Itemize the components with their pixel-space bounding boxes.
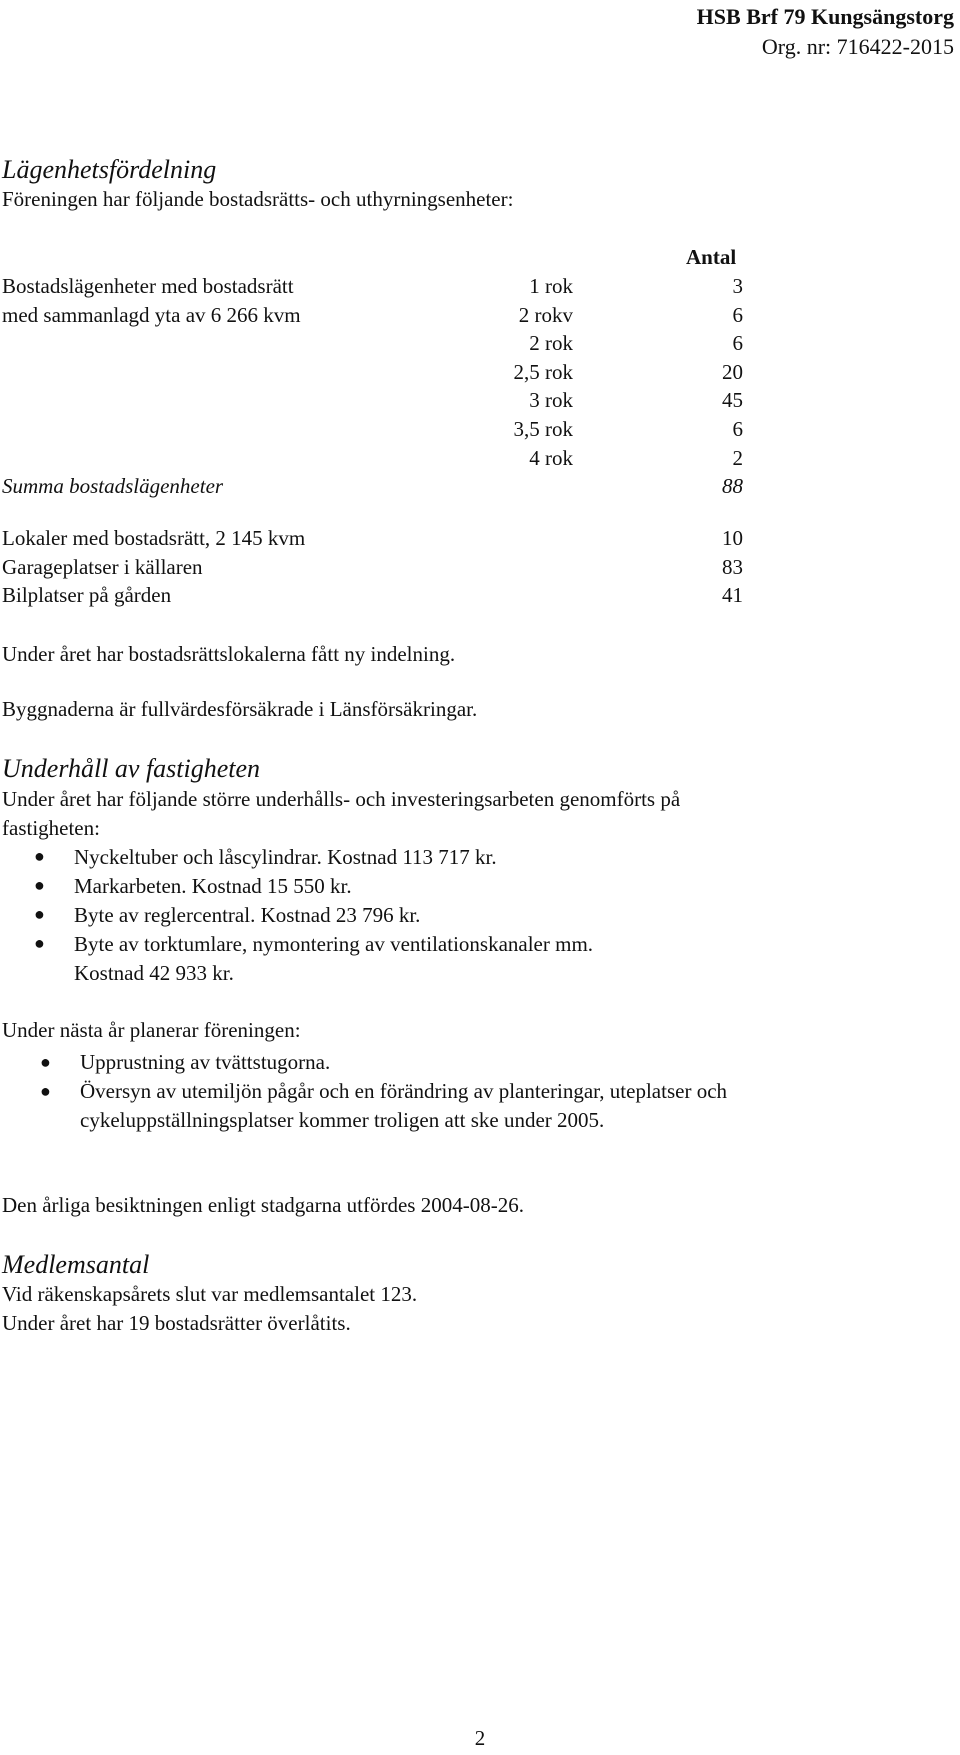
note-insurance: Byggnaderna är fullvärdesförsäkrade i Länsförsäkringar. [2,697,478,721]
apartments-label-line1: Bostadslägenheter med bostadsrätt [2,274,294,298]
apartments-heading: Lägenhetsfördelning [2,155,217,184]
sum-value: 88 [722,474,743,498]
other-unit-label: Bilplatser på gården [2,583,172,607]
members-line1: Vid räkenskapsårets slut var medlemsantalet 123. [2,1282,418,1306]
sum-label: Summa bostadslägenheter [2,474,224,498]
bullet-icon: ● [34,933,45,953]
planned-intro: Under nästa år planerar föreningen: [2,1018,301,1042]
apartment-count: 2 [732,446,743,470]
apartment-count: 6 [732,331,743,355]
list-item: Markarbeten. Kostnad 15 550 kr. [74,874,352,898]
apartment-type: 4 rok [529,446,573,470]
bullet-icon: ● [34,846,45,866]
apartments-intro: Föreningen har följande bostadsrätts- och uthyrningsenheter: [2,187,514,211]
apartments-label-line2: med sammanlagd yta av 6 266 kvm [2,303,301,327]
org-number: Org. nr: 716422-2015 [761,34,954,59]
apartment-count: 6 [732,303,743,327]
apartment-type: 1 rok [529,274,573,298]
apartment-count: 20 [722,360,743,384]
list-item: Nyckeltuber och låscylindrar. Kostnad 113 717 kr. [74,845,497,869]
count-header: Antal [686,245,737,269]
list-item: Byte av reglercentral. Kostnad 23 796 kr. [74,903,421,927]
page-header [697,2,954,62]
apartment-type: 2 rok [529,331,573,355]
other-unit-count: 41 [722,583,743,607]
bullet-icon: ● [40,1052,51,1072]
inspection-note: Den årliga besiktningen enligt stadgarna utfördes 2004-08-26. [2,1193,524,1217]
members-line2: Under året har 19 bostadsrätter överlåtits. [2,1311,351,1335]
bullet-icon: ● [34,904,45,924]
bullet-icon: ● [40,1081,51,1101]
apartment-count: 3 [732,274,743,298]
other-unit-count: 83 [722,555,743,579]
other-unit-label: Lokaler med bostadsrätt, 2 145 kvm [2,526,306,550]
other-unit-label: Garageplatser i källaren [2,555,203,579]
org-name: HSB Brf 79 Kungsängstorg [696,4,954,29]
list-item: Upprustning av tvättstugorna. [80,1050,331,1074]
list-item: Byte av torktumlare, nymontering av ventilationskanaler mm. [74,932,594,956]
apartment-type: 2 rokv [518,303,573,327]
apartment-type: 2,5 rok [513,360,573,384]
maintenance-intro-line1: Under året har följande större underhålls- och investeringsarbeten genomförts på [2,787,681,811]
page-number: 2 [474,1726,486,1750]
members-heading: Medlemsantal [2,1250,150,1279]
bullet-icon: ● [34,875,45,895]
other-unit-count: 10 [722,526,743,550]
maintenance-heading: Underhåll av fastigheten [2,754,261,783]
note-restructuring: Under året har bostadsrättslokalerna fått ny indelning. [2,642,456,666]
apartment-count: 45 [722,388,743,412]
list-item-continuation: Kostnad 42 933 kr. [74,961,234,985]
apartment-type: 3,5 rok [513,417,573,441]
apartment-type: 3 rok [529,388,573,412]
list-item: Översyn av utemiljön pågår och en förändring av planteringar, uteplatser och [80,1079,728,1103]
list-item-continuation: cykeluppställningsplatser kommer troligen att ske under 2005. [80,1108,605,1132]
maintenance-intro-line2: fastigheten: [2,816,100,840]
apartment-count: 6 [732,417,743,441]
